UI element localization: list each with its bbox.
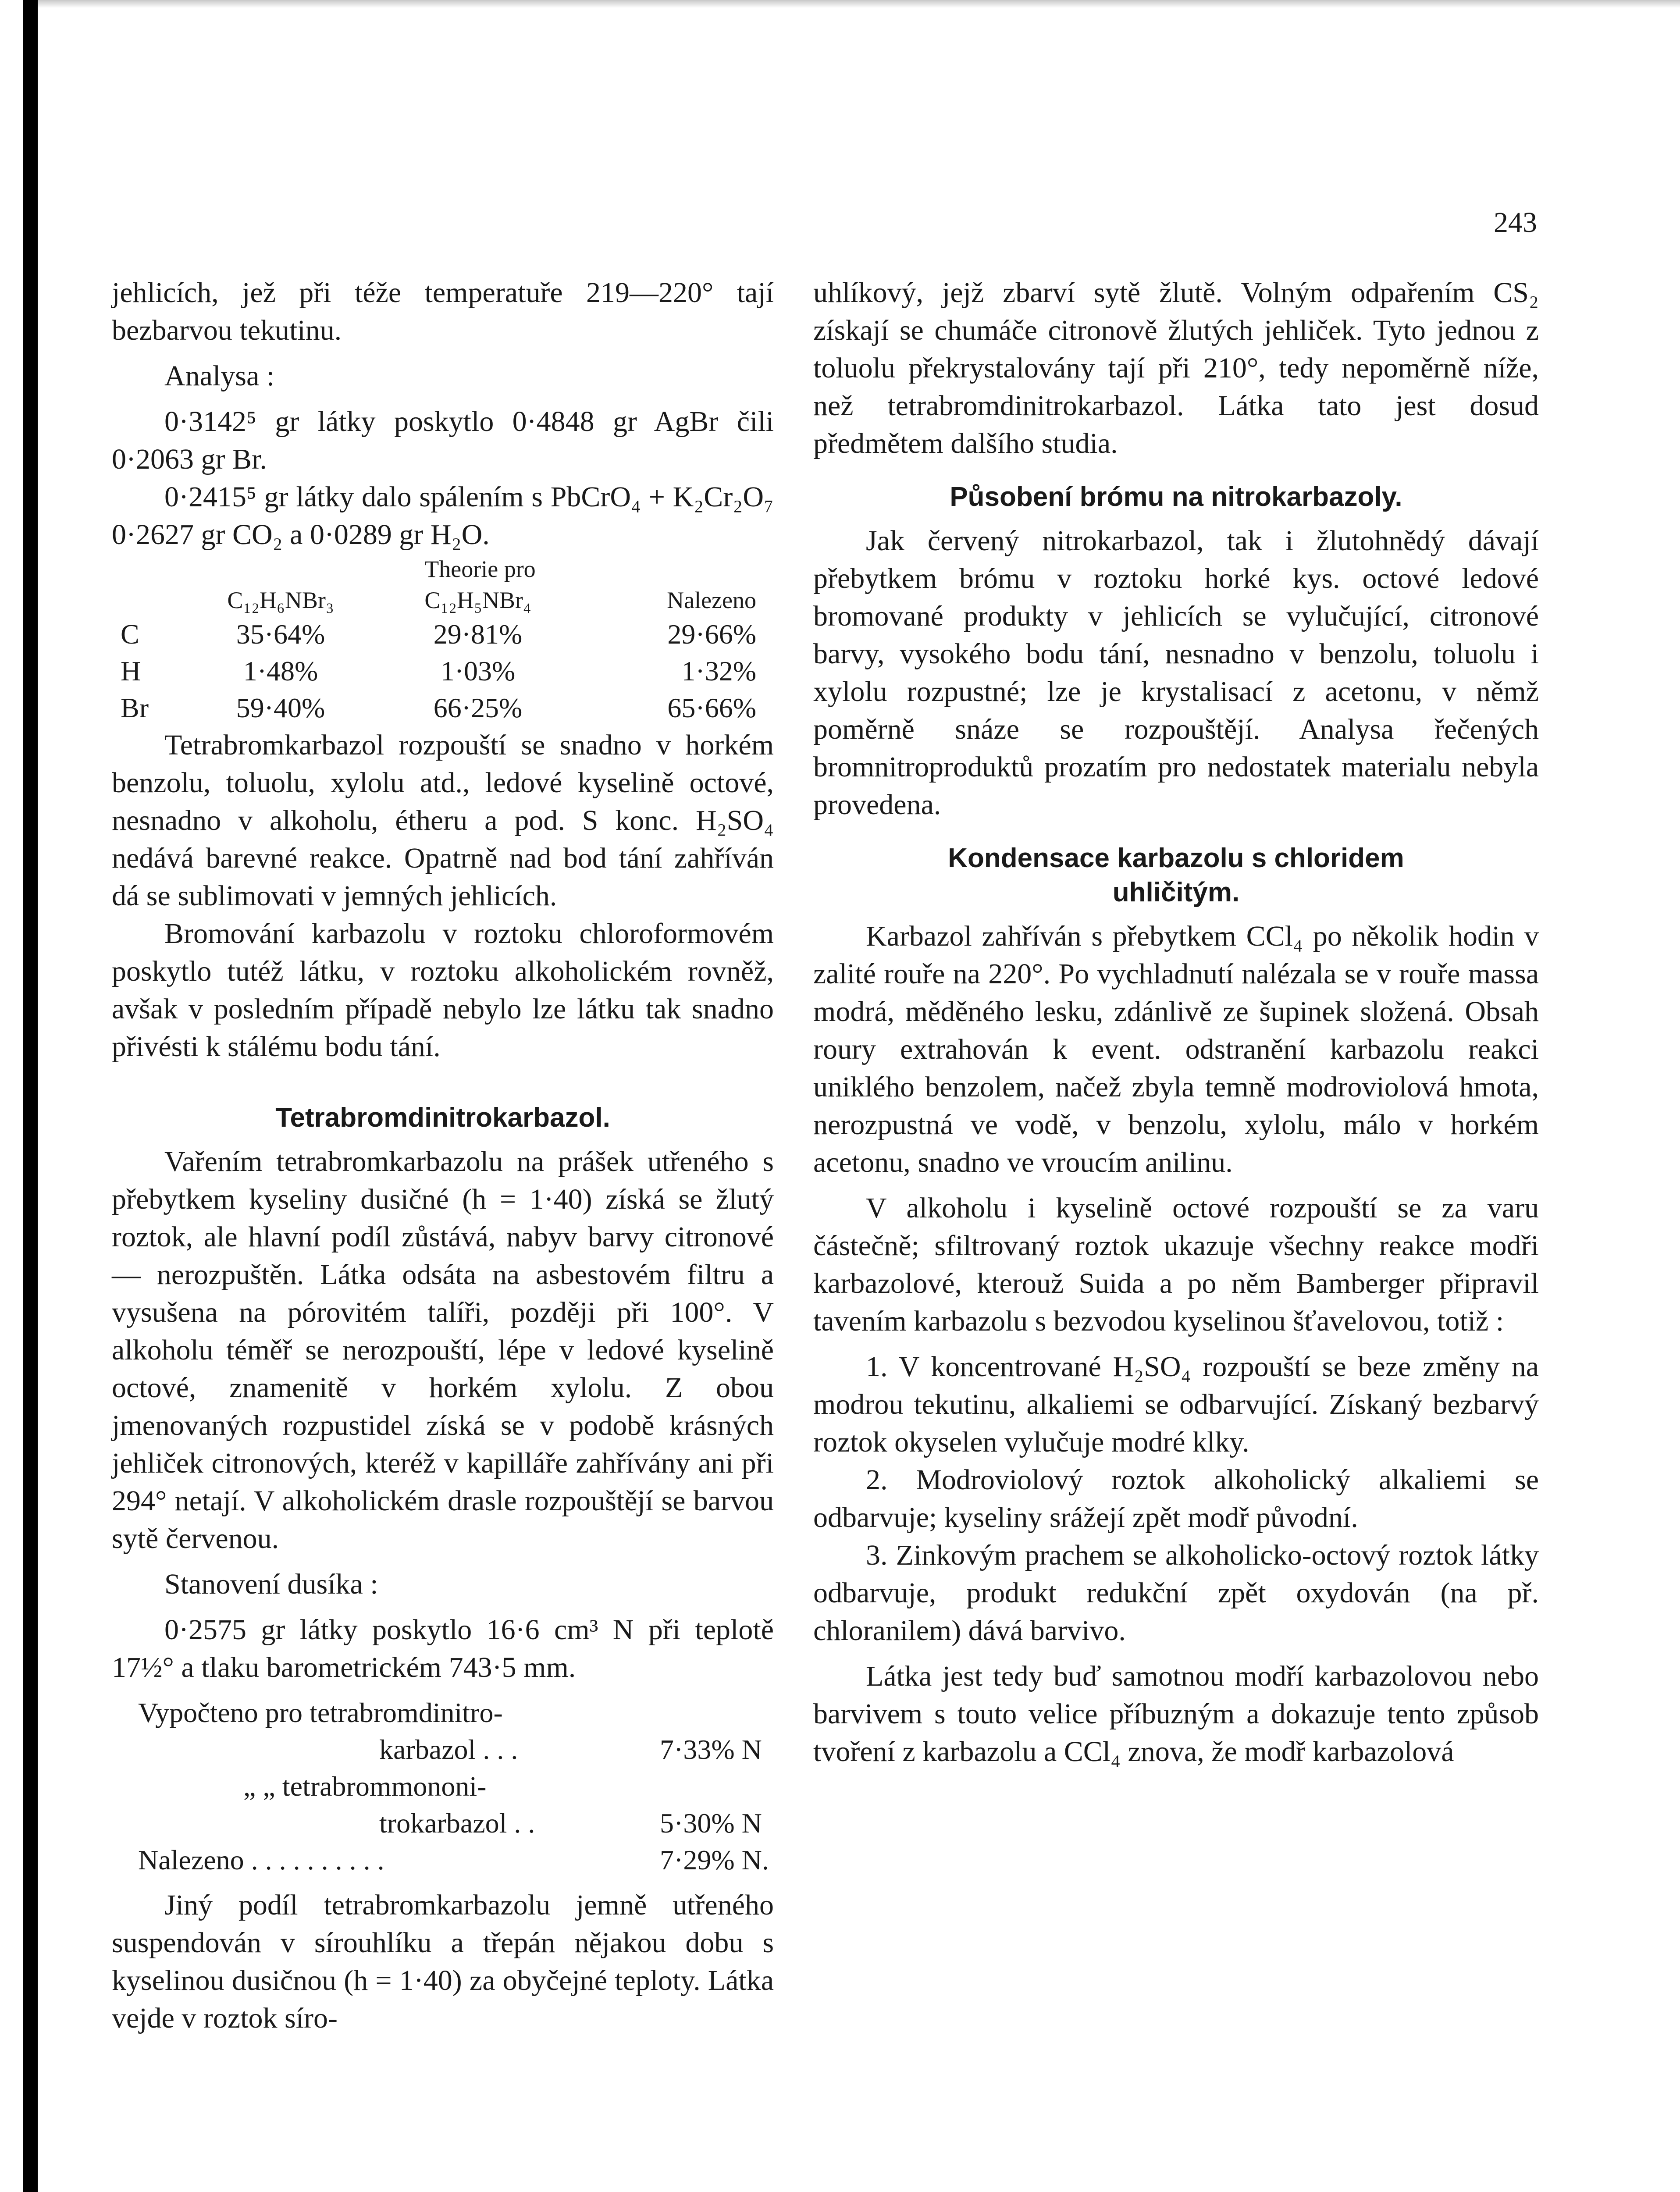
table-cell: 29·81% — [433, 619, 523, 650]
table-cell: 66·25% — [433, 692, 523, 723]
table-cell: 35·64% — [236, 619, 325, 650]
calc-label: trokarbazol . . — [379, 1808, 535, 1839]
table-row — [112, 690, 774, 726]
table-cell: 1·03% — [440, 655, 516, 687]
table-cell: Br — [121, 692, 149, 723]
heading-line: uhličitým. — [1112, 877, 1240, 907]
table-cell: 59·40% — [236, 692, 325, 723]
table-header-cell: C₁₂H₆NBr₃ — [227, 587, 334, 613]
table-cell: H — [121, 655, 141, 687]
table-row — [112, 653, 774, 690]
paragraph: Jak červený nitrokarbazol, tak i žlutohnědý dávají přebytkem brómu v roztoku horké kys. octové ledové bromované produkty v jehlicích se vylučující, citronové barvy, vysokého bodu tání, nesnadno v benzolu, toluolu i xylolu rozpustné; lze je krystalisací z acetonu, v němž poměrně snáze se rozpouštějí. Analysa řečených bromnitroproduktů prozatím pro nedostatek materialu nebyla provedena. — [813, 525, 1539, 821]
theory-caption: Theorie pro — [424, 556, 536, 582]
list-item: 2. Modroviolový roztok alkoholický alkaliemi se odbarvuje; kyseliny srážejí zpět modř původní. — [813, 1464, 1539, 1534]
paragraph: jehlicích, jež při téže temperatuře 219—220° tají bezbarvou tekutinu. — [112, 277, 774, 346]
calculation-block — [112, 1694, 774, 1879]
table-cell: 1·32% — [681, 655, 756, 687]
paragraph: 0·2415⁵ gr látky dalo spálením s PbCrO₄ + K₂Cr₂O₇ 0·2627 gr CO₂ a 0·0289 gr H₂O. — [112, 481, 774, 551]
section-heading: Působení brómu na nitrokarbazoly. — [950, 482, 1402, 512]
table-header-cell — [112, 584, 186, 616]
paragraph: Bromování karbazolu v roztoku chloroformovém poskytlo tutéž látku, v roztoku alkoholickém rovněž, avšak v posledním případě nebylo lze látku tak snadno přivésti k stálému bodu tání. — [112, 918, 774, 1063]
paragraph: V alkoholu i kyselině octové rozpouští se za varu částečně; sfiltrovaný roztok ukazuje všechny reakce modři karbazolové, kterouž Suida a po něm Bamberger připravil tavením karbazolu s bezvodou kyselinou šťavelovou, totiž : — [813, 1192, 1539, 1337]
table-cell: C — [121, 619, 139, 650]
table-row — [112, 616, 774, 653]
list-item: 3. Zinkovým prachem se alkoholicko-octový roztok látky odbarvuje, produkt redukční zpět oxydován (na př. chloranilem) dává barvivo. — [813, 1539, 1539, 1647]
calc-row — [112, 1842, 774, 1879]
calc-value: 5·30% N — [660, 1808, 762, 1839]
calc-value: 7·29% N. — [660, 1844, 769, 1875]
scan-border — [23, 0, 38, 2192]
table-header-cell: C₁₂H₅NBr₄ — [424, 587, 531, 613]
paragraph: Karbazol zahříván s přebytkem CCl₄ po několik hodin v zalité rouře na 220°. Po vychladnutí nalézala se v rouře massa modrá, měděného lesku, zdánlivě ze šupinek složená. Obsah roury extrahován k event. odstranění karbazolu reakci uniklého benzolem, načež zbyla temně modroviolová hmota, nerozpustná ve vodě, v benzolu, xylolu, málo v horkém acetonu, snadno ve vroucím anilinu. — [813, 920, 1539, 1178]
paragraph: Látka jest tedy buď samotnou modří karbazolovou nebo barvivem s touto velice příbuzným a dokazuje tento způsob tvoření z karbazolu a CCl₄ znova, že modř karbazolová — [813, 1660, 1539, 1768]
paragraph: 0·2575 gr látky poskytlo 16·6 cm³ N při teplotě 17½° a tlaku barometrickém 743·5 mm. — [112, 1614, 774, 1683]
calc-value: 7·33% N — [660, 1734, 762, 1765]
section-heading: Tetrabromdinitrokarbazol. — [275, 1103, 610, 1133]
table-header-cell: Nalezeno — [667, 587, 756, 613]
calc-label: karbazol . . . — [379, 1734, 518, 1765]
calc-row — [112, 1731, 774, 1768]
table-header-row — [112, 584, 774, 616]
nitrogen-label: Stanovení dusíka : — [164, 1568, 378, 1600]
list-item: 1. V koncentrované H₂SO₄ rozpouští se beze změny na modrou tekutinu, alkaliemi se odbarvující. Získaný bezbarvý roztok okyselen vylučuje modré klky. — [813, 1351, 1539, 1458]
calc-line: „ „ tetrabrommononi- — [243, 1771, 487, 1802]
calc-row — [112, 1805, 774, 1842]
paragraph: Vařením tetrabromkarbazolu na prášek utřeného s přebytkem kyseliny dusičné (h = 1·40) získá se žlutý roztok, ale hlavní podíl zůstává, nabyv barvy citronové — nerozpuštěn. Látka odsáta na asbestovém filtru a vysušena na pórovitém talíři, později při 100°. V alkoholu téměř se nerozpouští, lépe v ledové kyselině octové, znamenitě v horkém xylolu. Z obou jmenovaných rozpustidel získá se v podobě krásných jehliček citronových, kteréž v kapilláře zahřívány ani při 294° netají. V alkoholickém drasle rozpouštějí se barvou sytě červenou. — [112, 1146, 774, 1555]
heading-line: Kondensace karbazolu s chloridem — [948, 843, 1404, 873]
section-heading — [813, 841, 1539, 910]
paragraph: Jiný podíl tetrabromkarbazolu jemně utřeného suspendován v sírouhlíku a třepán nějakou dobu s kyselinou dusičnou (h = 1·40) za obyčejné teploty. Látka vejde v roztok síro- — [112, 1889, 774, 2034]
scan-top-shadow — [38, 0, 1680, 8]
table-cell: 29·66% — [667, 619, 756, 650]
paragraph: Tetrabromkarbazol rozpouští se snadno v horkém benzolu, toluolu, xylolu atd., ledové kyselině octové, nesnadno v alkoholu, étheru a pod. S konc. H₂SO₄ nedává barevné reakce. Opatrně nad bod tání zahříván dá se sublimovati v jemných jehlicích. — [112, 729, 774, 912]
paragraph: uhlíkový, jejž zbarví sytě žlutě. Volným odpařením CS₂ získají se chumáče citronově žlutých jehliček. Tyto jednou z toluolu překrystalovány tají při 210°, tedy nepoměrně níže, než tetrabromdinitrokarbazol. Látka tato jest dosud předmětem dalšího studia. — [813, 277, 1539, 459]
paragraph: 0·3142⁵ gr látky poskytlo 0·4848 gr AgBr čili 0·2063 gr Br. — [112, 406, 774, 475]
table-cell: 1·48% — [243, 655, 318, 687]
calc-label: Nalezeno . . . . . . . . . . — [138, 1844, 384, 1875]
analysis-label: Analysa : — [164, 360, 275, 392]
right-column — [813, 274, 1539, 1771]
calc-line: Vypočteno pro tetrabromdinitro- — [138, 1697, 503, 1728]
table-cell: 65·66% — [667, 692, 756, 723]
page-number: 243 — [1494, 206, 1537, 238]
left-column — [112, 274, 774, 2037]
analysis-table — [112, 584, 774, 726]
